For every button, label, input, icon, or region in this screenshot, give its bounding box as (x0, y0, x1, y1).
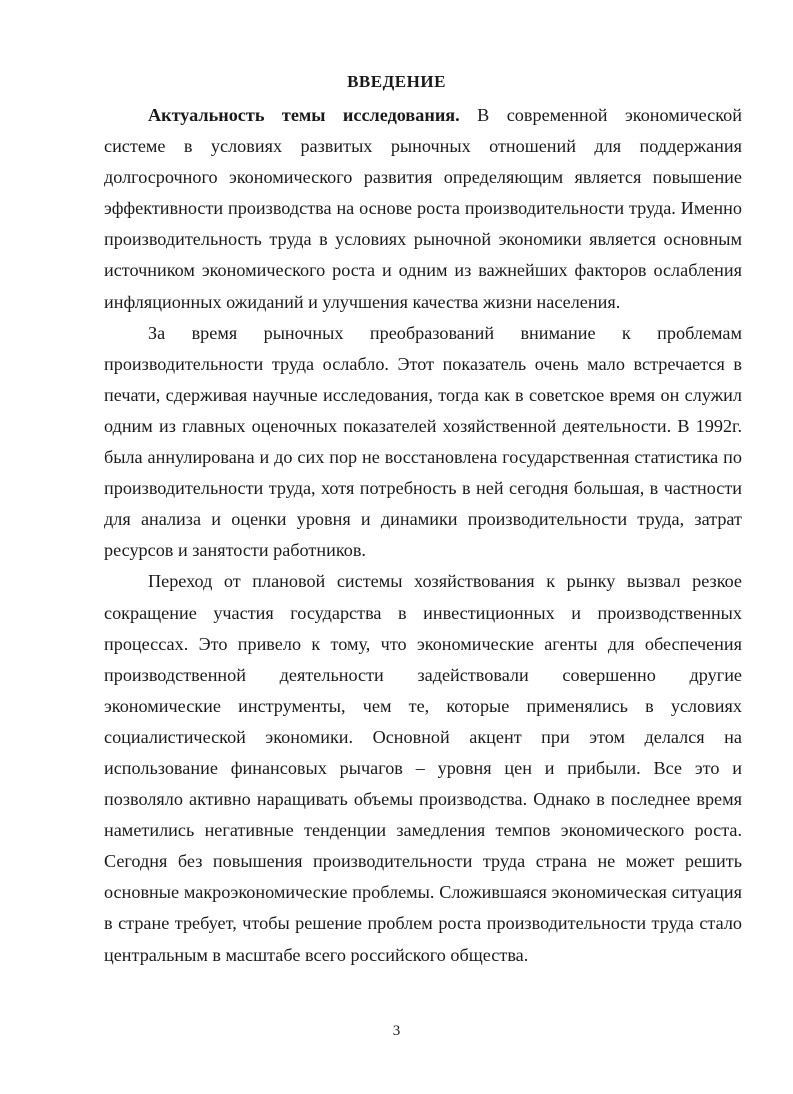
paragraph-1-text: В современной экономической системе в условиях развитых рыночных отношений для поддержания долгосрочного экономического развития определяющим является повышение эффективности производства на основе роста производительности труда. Именно производительность труда в условиях рыночной экономики является основным источником экономического роста и одним из важнейших факторов ослабления инфляционных ожиданий и улучшения качества жизни населения. (104, 105, 742, 312)
paragraph-2 (104, 318, 742, 567)
paragraph-2-text: За время рыночных преобразований внимание к проблемам производительности труда ослабло. Этот показатель очень мало встречается в печати, сдерживая научные исследования, тогда как в советское время он служил одним из главных оценочных показателей хозяйственной деятельности. В 1992г. была аннулирована и до сих пор не восстановлена государственная статистика по производительности труда, хотя потребность в ней сегодня большая, в частности для анализа и оценки уровня и динамики производительности труда, затрат ресурсов и занятости работников. (104, 322, 742, 561)
paragraph-3 (104, 566, 742, 970)
section-title: ВВЕДЕНИЕ (347, 72, 446, 91)
body-text (104, 100, 742, 971)
paragraph-1-lead: Актуальность темы исследования. (148, 105, 460, 125)
paragraph-1 (104, 100, 742, 318)
paragraph-3-text: Переход от плановой системы хозяйствования к рынку вызвал резкое сокращение участия государства в инвестиционных и производственных процессах. Это привело к тому, что экономические агенты для обеспечения производственной деятельности задействовали совершенно другие экономические инструменты, чем те, которые применялись в условиях социалистической экономики. Основной акцент при этом делался на использование финансовых рычагов – уровня цен и прибыли. Все это и позволяло активно наращивать объемы производства. Однако в последнее время наметились негативные тенденции замедления темпов экономического роста. Сегодня без повышения производительности труда страна не может решить основные макроэкономические проблемы. Сложившаяся экономическая ситуация в стране требует, чтобы решение проблем роста производительности труда стало центральным в масштабе всего российского общества. (104, 571, 742, 965)
page-number: 3 (392, 1023, 401, 1039)
